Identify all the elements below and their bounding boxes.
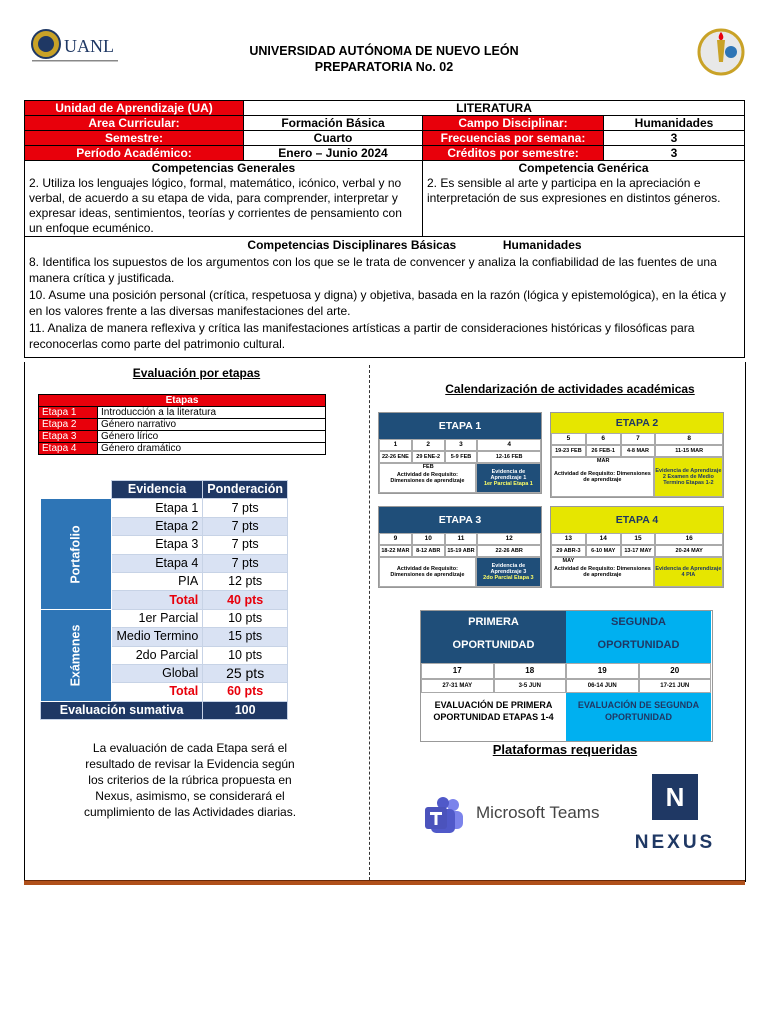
portafolio-total-label: Total — [111, 591, 202, 609]
etapa-name: Etapa 3 — [39, 431, 98, 443]
ua-value: LITERATURA — [244, 101, 745, 116]
competencias-generales — [25, 161, 423, 237]
semestre-value: Cuarto — [244, 131, 423, 146]
disciplinares-area: Humanidades — [502, 238, 582, 252]
campo-label: Campo Disciplinar: — [423, 116, 604, 131]
week-num: 1 — [379, 439, 412, 451]
week-date: 3-5 JUN — [494, 679, 567, 693]
etapa-2-card — [550, 412, 724, 498]
etapa-2-title: ETAPA 2 — [551, 413, 723, 433]
etapa-3-evidence: Evidencia de Aprendizaje 3 2do Parcial Etapa 3 — [476, 557, 541, 587]
etapas-header: Etapas — [39, 395, 326, 407]
competencia-generica — [423, 161, 745, 237]
primera-eval: EVALUACIÓN DE PRIMERA OPORTUNIDAD ETAPAS 1-4 — [433, 700, 554, 722]
creditos-label: Créditos por semestre: — [423, 146, 604, 161]
week-date: 13-17 MAY — [621, 545, 656, 557]
sumativa-label: Evaluación sumativa — [41, 701, 203, 719]
generica-text: 2. Es sensible al arte y participa en la apreciación e interpretación de sus expresiones en distintos géneros. — [427, 176, 721, 205]
university-name: UNIVERSIDAD AUTÓNOMA DE NUEVO LEÓN — [249, 44, 519, 58]
etapa-4-title: ETAPA 4 — [551, 507, 723, 533]
week-date: 29 ABR-3 MAY — [551, 545, 586, 557]
prepa-logo — [697, 28, 745, 76]
etapa-4-evidence: Evidencia de Aprendizaje 4 PIA — [654, 557, 723, 587]
periodo-value: Enero – Junio 2024 — [244, 146, 423, 161]
bottom-rule — [24, 880, 745, 885]
campo-value: Humanidades — [604, 116, 745, 131]
week-date: 12-16 FEB — [477, 451, 541, 463]
etapa-3-card — [378, 506, 542, 588]
week-date: 17-21 JUN — [639, 679, 712, 693]
req-label: Actividad de Requisito: Dimensiones de aprendizaje — [551, 457, 654, 497]
week-date: 8-12 ABR — [412, 545, 445, 557]
etapa-1-card — [378, 412, 542, 494]
frecuencias-label: Frecuencias por semana: — [423, 131, 604, 146]
plataformas-title: Plataformas requeridas — [492, 742, 638, 757]
area-label: Area Curricular: — [25, 116, 244, 131]
etapa-name: Etapa 2 — [39, 419, 98, 431]
disciplinares-heading — [29, 237, 740, 254]
week-num: 12 — [477, 533, 541, 545]
etapa-4-card — [550, 506, 724, 588]
disciplinar-item: 10. Asume una posición personal (crítica, respetuosa y digna) y objetiva, basada en la razón (lógica y epistemológica), en la ética y en los valores frente a las diversas manifestaciones del arte. — [29, 287, 727, 318]
portafolio-label: Portafolio — [41, 499, 112, 609]
ua-label: Unidad de Aprendizaje (UA) — [25, 101, 244, 116]
week-num: 9 — [379, 533, 412, 545]
week-num: 7 — [621, 433, 656, 445]
evidencia-cell: Medio Termino — [111, 628, 202, 646]
evidencia-cell: Etapa 2 — [111, 517, 202, 535]
nexus-label: NEXUS — [634, 832, 716, 853]
week-num: 4 — [477, 439, 541, 451]
evidencia-cell: 1er Parcial — [111, 609, 202, 627]
examenes-total-label: Total — [111, 683, 202, 701]
week-date: 06-14 JUN — [566, 679, 639, 693]
col-ponderacion: Ponderación — [203, 481, 288, 499]
generales-title: Competencias Generales — [151, 161, 296, 175]
week-num: 16 — [655, 533, 723, 545]
portafolio-total: 40 pts — [203, 591, 288, 609]
generales-text: 2. Utiliza los lenguajes lógico, formal, matemático, icónico, verbal y no verbal, de acuerdo a su etapa de vida, para comprender, interpretar y expresar ideas, sentimientos, teorías y corrientes de pensamiento con un enfoque ecuménico. — [29, 176, 402, 235]
oportunidades-card — [420, 610, 713, 742]
teams-icon — [425, 795, 465, 835]
req-label: Actividad de Requisito: Dimensiones de aprendizaje — [551, 557, 654, 587]
ponderacion-cell: 12 pts — [203, 572, 288, 590]
week-date: 4-8 MAR — [621, 445, 656, 457]
evaluacion-nota: La evaluación de cada Etapa será el resultado de revisar la Evidencia según los criterios de la rúbrica propuesta en Nexus, asimismo, se considerará el cumplimiento de las Actividades diarias. — [83, 741, 297, 819]
generica-title: Competencia Genérica — [518, 161, 649, 175]
ponderacion-cell: 7 pts — [203, 554, 288, 572]
week-num: 15 — [621, 533, 656, 545]
ponderacion-cell: 10 pts — [203, 646, 288, 664]
semestre-label: Semestre: — [25, 131, 244, 146]
disciplinar-item: 8. Identifica los supuestos de los argumentos con los que se le trata de convencer y analiza la confiabilidad de las fuentes de una manera crítica y justificada. — [29, 254, 717, 285]
etapa-1-title: ETAPA 1 — [379, 413, 541, 439]
week-date: 29 ENE-2 FEB — [412, 451, 445, 463]
examenes-total: 60 pts — [203, 683, 288, 701]
week-num: 2 — [412, 439, 445, 451]
evidencia-cell: Etapa 4 — [111, 554, 202, 572]
frame-left — [24, 362, 25, 882]
frame-right — [745, 362, 746, 882]
evidencia-cell: Etapa 3 — [111, 536, 202, 554]
evidencia-cell: PIA — [111, 572, 202, 590]
nexus-logo — [628, 774, 722, 854]
etapa-name: Etapa 1 — [39, 407, 98, 419]
segunda-header: SEGUNDA OPORTUNIDAD — [566, 611, 711, 663]
nexus-icon: N — [652, 774, 698, 820]
week-date: 19-23 FEB — [551, 445, 586, 457]
req-label: Actividad de Requisito: Dimensiones de aprendizaje — [379, 557, 476, 587]
ponderacion-cell: 10 pts — [203, 609, 288, 627]
disciplinar-item: 11. Analiza de manera reflexiva y crítica las manifestaciones artísticas a partir de consideraciones históricas y filosóficas para reconocerlas como parte del patrimonio cultural. — [29, 320, 695, 351]
calendario-title: Calendarización de actividades académicas — [445, 382, 695, 396]
competencias-disciplinares — [25, 237, 745, 358]
week-num: 10 — [412, 533, 445, 545]
teams-label: Microsoft Teams — [476, 803, 600, 822]
etapa-2-evidence: Evidencia de Aprendizaje 2 Examen de Medio Termino Etapas 1-2 — [654, 457, 723, 497]
ponderacion-cell: 25 pts — [203, 664, 288, 682]
uanl-logo-text: UANL — [64, 36, 114, 56]
etapa-name: Etapa 4 — [39, 443, 98, 455]
week-date: 18-22 MAR — [379, 545, 412, 557]
etapa-1-evidence: Evidencia de Aprendizaje 1 1er Parcial Etapa 1 — [476, 463, 541, 493]
week-date: 6-10 MAY — [586, 545, 621, 557]
col-evidencia: Evidencia — [111, 481, 202, 499]
disciplinares-title: Competencias Disciplinares Básicas — [247, 238, 457, 252]
frecuencias-value: 3 — [604, 131, 745, 146]
etapa-desc: Género dramático — [98, 443, 326, 455]
segunda-eval: EVALUACIÓN DE SEGUNDA OPORTUNIDAD — [577, 700, 700, 722]
segunda-oportunidad — [566, 611, 711, 741]
week-date: 22-26 ABR — [477, 545, 541, 557]
ponderacion-cell: 7 pts — [203, 536, 288, 554]
week-num: 6 — [586, 433, 621, 445]
evidencia-cell: Etapa 1 — [111, 499, 202, 517]
creditos-value: 3 — [604, 146, 745, 161]
week-num: 14 — [586, 533, 621, 545]
periodo-label: Período Académico: — [25, 146, 244, 161]
column-divider — [369, 365, 370, 885]
week-date: 27-31 MAY — [421, 679, 494, 693]
week-num: 18 — [494, 663, 567, 679]
ponderacion-table — [40, 480, 288, 720]
etapa-3-title: ETAPA 3 — [379, 507, 541, 533]
examenes-label: Exámenes — [41, 609, 112, 701]
week-num: 11 — [445, 533, 478, 545]
etapa-desc: Género lírico — [98, 431, 326, 443]
evidencia-cell: Global — [111, 664, 202, 682]
week-num: 5 — [551, 433, 586, 445]
evidencia-cell: 2do Parcial — [111, 646, 202, 664]
etapa-desc: Introducción a la literatura — [98, 407, 326, 419]
week-date: 11-15 MAR — [655, 445, 723, 457]
week-date: 15-19 ABR — [445, 545, 478, 557]
primera-header: PRIMERA OPORTUNIDAD — [421, 611, 566, 663]
primera-oportunidad — [421, 611, 566, 741]
school-name: PREPARATORIA No. 02 — [314, 60, 454, 74]
week-num: 20 — [639, 663, 712, 679]
week-num: 8 — [655, 433, 723, 445]
evaluacion-title: Evaluación por etapas — [132, 366, 261, 380]
week-num: 19 — [566, 663, 639, 679]
ponderacion-cell: 7 pts — [203, 499, 288, 517]
req-label: Actividad de Requisito: Dimensiones de aprendizaje — [379, 463, 476, 493]
course-info-table — [24, 100, 745, 358]
etapas-table — [38, 394, 326, 455]
week-date: 26 FEB-1 MAR — [586, 445, 621, 457]
week-date: 20-24 MAY — [655, 545, 723, 557]
week-num: 3 — [445, 439, 478, 451]
area-value: Formación Básica — [244, 116, 423, 131]
ponderacion-cell: 15 pts — [203, 628, 288, 646]
etapa-desc: Género narrativo — [98, 419, 326, 431]
week-date: 5-9 FEB — [445, 451, 478, 463]
week-date: 22-26 ENE — [379, 451, 412, 463]
week-num: 13 — [551, 533, 586, 545]
ponderacion-cell: 7 pts — [203, 517, 288, 535]
sumativa-value: 100 — [203, 701, 288, 719]
week-num: 17 — [421, 663, 494, 679]
